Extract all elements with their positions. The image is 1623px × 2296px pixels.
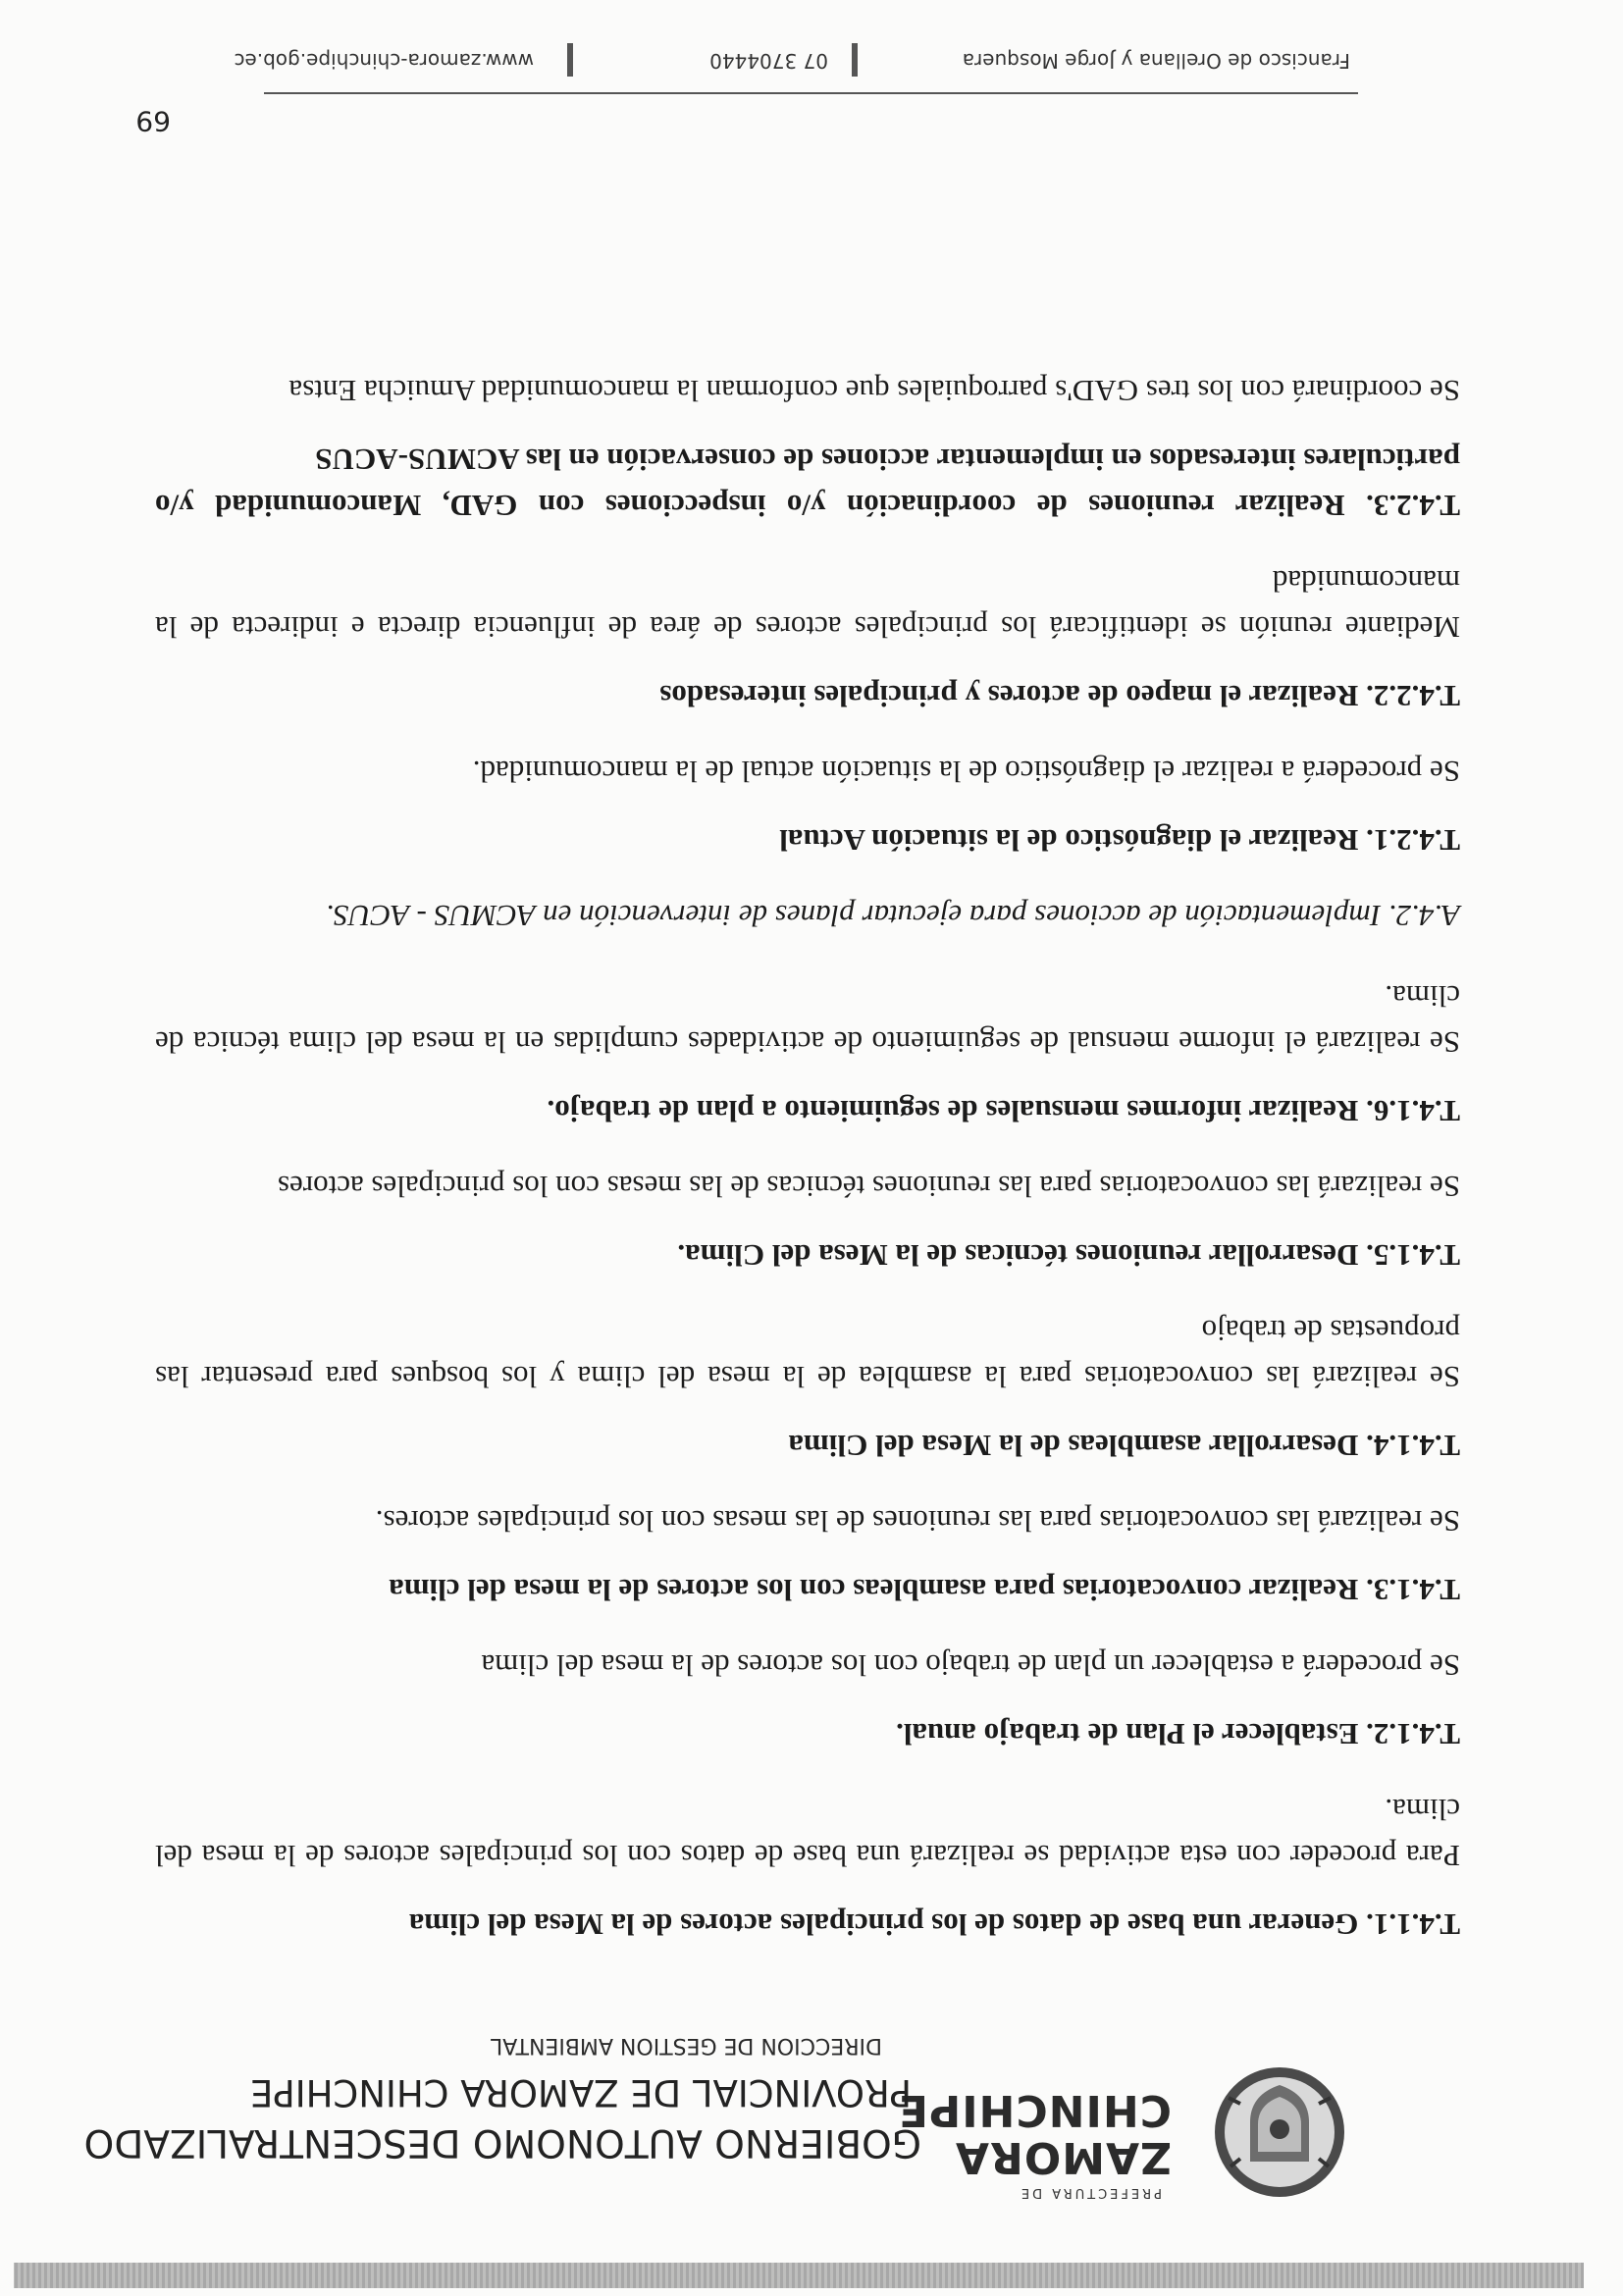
paragraph: Se realizará el informe mensual de seguimiento de actividades cumplidas en la mesa del clima técnica de clima. bbox=[155, 979, 1460, 1060]
letterhead bbox=[63, 2013, 1358, 2219]
prefecture-logo bbox=[897, 2043, 1358, 2219]
section-heading: T.4.1.3. Realizar convocatorias para asambleas con los actores de la mesa del clima bbox=[389, 1573, 1460, 1607]
department-name: DIRECCION DE GESTION AMBIENTAL bbox=[490, 2033, 882, 2058]
paragraph: Se realizará las convocatorias para la asamblea de la mesa del clima y los bosques para presentar las propuestas de trabajo bbox=[155, 1314, 1460, 1394]
page-number: 69 bbox=[135, 105, 171, 137]
document-body bbox=[155, 368, 1460, 1948]
institution-title-line-1: GOBIERNO AUTONOMO DESCENTRALIZADO bbox=[83, 2120, 921, 2165]
paragraph: Mediante reunión se identificará los principales actores de área de influencia directa e indirecta de la mancomunidad bbox=[155, 564, 1460, 645]
logo-line-2: CHINCHIPE bbox=[897, 2085, 1172, 2135]
footer-divider bbox=[264, 92, 1358, 94]
section-heading: T.4.1.2. Establecer el Plan de trabajo anual. bbox=[896, 1717, 1460, 1751]
paragraph: Se procederá a realizar el diagnóstico de la situación actual de la mancomunidad. bbox=[472, 755, 1460, 789]
coat-of-arms-icon bbox=[1201, 2059, 1358, 2206]
footer-separator bbox=[567, 43, 573, 77]
section-heading: T.4.1.1. Generar una base de datos de los principales actores de la Mesa del clima bbox=[408, 1907, 1460, 1942]
logo-prefix: PREFECTURA DE bbox=[1018, 2185, 1162, 2200]
footer-address: Francisco de Orellana y Jorge Mosquera bbox=[962, 49, 1350, 73]
logo-line-1: ZAMORA bbox=[954, 2132, 1172, 2182]
section-heading: T.4.2.3. Realizar reuniones de coordinación y/o inspecciones con GAD, Mancomunidad y/o particulares interesados en implementar acciones de conservación en las ACMUS-ACUS bbox=[155, 443, 1460, 523]
section-heading: T.4.1.5. Desarrollar reuniones técnicas de la Mesa del Clima. bbox=[677, 1238, 1460, 1273]
footer bbox=[234, 37, 1358, 77]
institution-title-line-2: PROVINCIAL DE ZAMORA CHINCHIPE bbox=[250, 2071, 912, 2113]
activity-heading: A.4.2. Implementación de acciones para ejecutar planes de intervención en ACMUS - ACUS. bbox=[326, 899, 1460, 933]
footer-phone: 07 3704440 bbox=[709, 49, 828, 73]
section-heading: T.4.1.6. Realizar informes mensuales de seguimiento a plan de trabajo. bbox=[547, 1094, 1460, 1128]
section-heading: T.4.2.2. Realizar el mapeo de actores y principales interesados bbox=[659, 679, 1460, 713]
footer-separator bbox=[852, 43, 858, 77]
paragraph: Para proceder con esta actividad se realizará una base de datos con los principales actores de la mesa del clima. bbox=[155, 1793, 1460, 1873]
paragraph: Se coordinará con los tres GAD's parroquiales que conforman la mancomunidad Amuicha Entsa bbox=[288, 374, 1460, 408]
section-heading: T.4.2.1. Realizar el diagnóstico de la situación Actual bbox=[779, 823, 1460, 858]
scan-top-band bbox=[14, 2263, 1584, 2288]
paragraph: Se realizará las convocatorias para las reuniones técnicas de las mesas con los principales actores bbox=[277, 1170, 1460, 1204]
section-heading: T.4.1.4. Desarrollar asambleas de la Mesa del Clima bbox=[788, 1429, 1460, 1463]
paragraph: Se procederá a establecer un plan de trabajo con los actores de la mesa del clima bbox=[481, 1648, 1460, 1683]
footer-website: www.zamora-chinchipe.gob.ec bbox=[234, 49, 534, 73]
paragraph: Se realizará las convocatorias para las reuniones de las mesas con los principales actores. bbox=[375, 1504, 1460, 1539]
